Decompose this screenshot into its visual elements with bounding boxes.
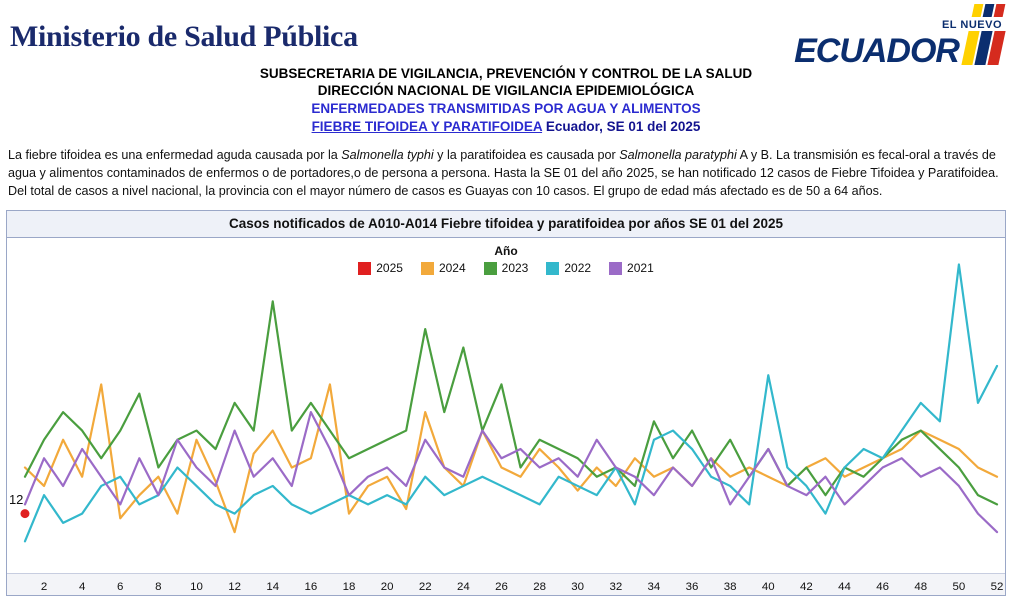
x-axis-tick: 42 [800,581,813,594]
page-header [0,0,1012,71]
legend-title: Año [494,244,518,259]
title-fiebre [0,119,1012,136]
x-axis-tick: 48 [914,581,928,594]
legend-label: 2022 [564,261,592,276]
para-italic-1: Salmonella typhi [341,147,434,162]
title-fiebre-main: FIEBRE TIFOIDEA Y PARATIFOIDEA [311,118,543,134]
x-axis-tick: 44 [838,581,851,594]
x-axis-tick: 6 [117,581,124,594]
para-part-1: La fiebre tifoidea es una enfermedad aguda causada por la [8,147,342,162]
x-axis-tick: 26 [495,581,508,594]
x-axis-tick: 8 [155,581,162,594]
x-axis-tick: 20 [380,581,394,594]
logo-flag [965,31,1004,65]
annotation-value-label: 12 [8,491,24,507]
x-axis-tick: 18 [342,581,356,594]
para-part-3: A y B. La transmisión es fecal-oral a través de agua y alimentos contaminados de enfermos o de portadores,o de persona a persona. Hasta la SE 01 del año 2025, se han notificado 12 casos de Fiebre Tifoidea y Paratifoidea. Del total de casos a nivel nacional, la provincia con el mayor número de casos es Guayas con 10 casos. El grupo de edad más afectado es de 50 a 64 años. [8,147,999,198]
logo-top-text: EL NUEVO [941,19,1002,31]
document-titles [0,66,1012,136]
logo-word: ECUADOR [794,32,959,71]
x-axis-tick: 28 [533,581,546,594]
title-subsecretaria: SUBSECRETARIA DE VIGILANCIA, PREVENCIÓN Y CONTROL DE LA SALUD [259,66,753,81]
para-part-2: y la paratifoidea es causada por [433,147,620,162]
x-axis-tick: 52 [990,581,1004,594]
x-axis-tick: 38 [723,581,737,594]
x-axis-tick: 32 [609,581,623,594]
chart-plot-area [7,238,1005,573]
chart-title: Casos notificados de A010-A014 Fiebre tifoidea y paratifoidea por años SE 01 del 2025 [7,211,1005,238]
logo-flag-small [780,4,1004,17]
x-axis-tick: 14 [266,581,280,594]
chart-x-axis [7,573,1005,595]
para-italic-2: Salmonella paratyphi [619,147,737,162]
chart-card [6,210,1006,596]
x-axis-tick: 24 [456,581,470,594]
x-axis-tick: 50 [952,581,966,594]
intro-paragraph [8,146,1004,201]
x-axis-tick: 30 [571,581,585,594]
x-axis-tick: 40 [761,581,775,594]
legend-label: 2021 [627,261,654,276]
x-axis-tick: 36 [685,581,699,594]
ministry-title: Ministerio de Salud Pública [10,20,358,53]
x-axis-tick: 2 [40,581,48,594]
line-chart-svg [7,238,1005,573]
ecuador-logo [780,4,1004,71]
legend-label: 2025 [376,261,403,276]
x-axis-tick: 46 [876,581,890,594]
series-point-2025 [20,509,29,518]
title-direccion: DIRECCIÓN NACIONAL DE VIGILANCIA EPIDEMIOLÓGICA [317,82,695,98]
x-axis-tick: 4 [78,581,86,594]
x-axis-tick: 16 [304,581,318,594]
title-fiebre-sub: Ecuador, SE 01 del 2025 [542,118,701,134]
legend-label: 2023 [501,261,529,276]
title-enfermedades: ENFERMEDADES TRANSMITIDAS POR AGUA Y ALIMENTOS [311,100,701,116]
x-axis-tick: 10 [190,581,203,594]
legend-label: 2024 [438,261,466,276]
x-axis-tick: 22 [418,581,432,594]
x-axis-tick: 34 [647,581,661,594]
x-axis-tick: 12 [228,581,242,594]
